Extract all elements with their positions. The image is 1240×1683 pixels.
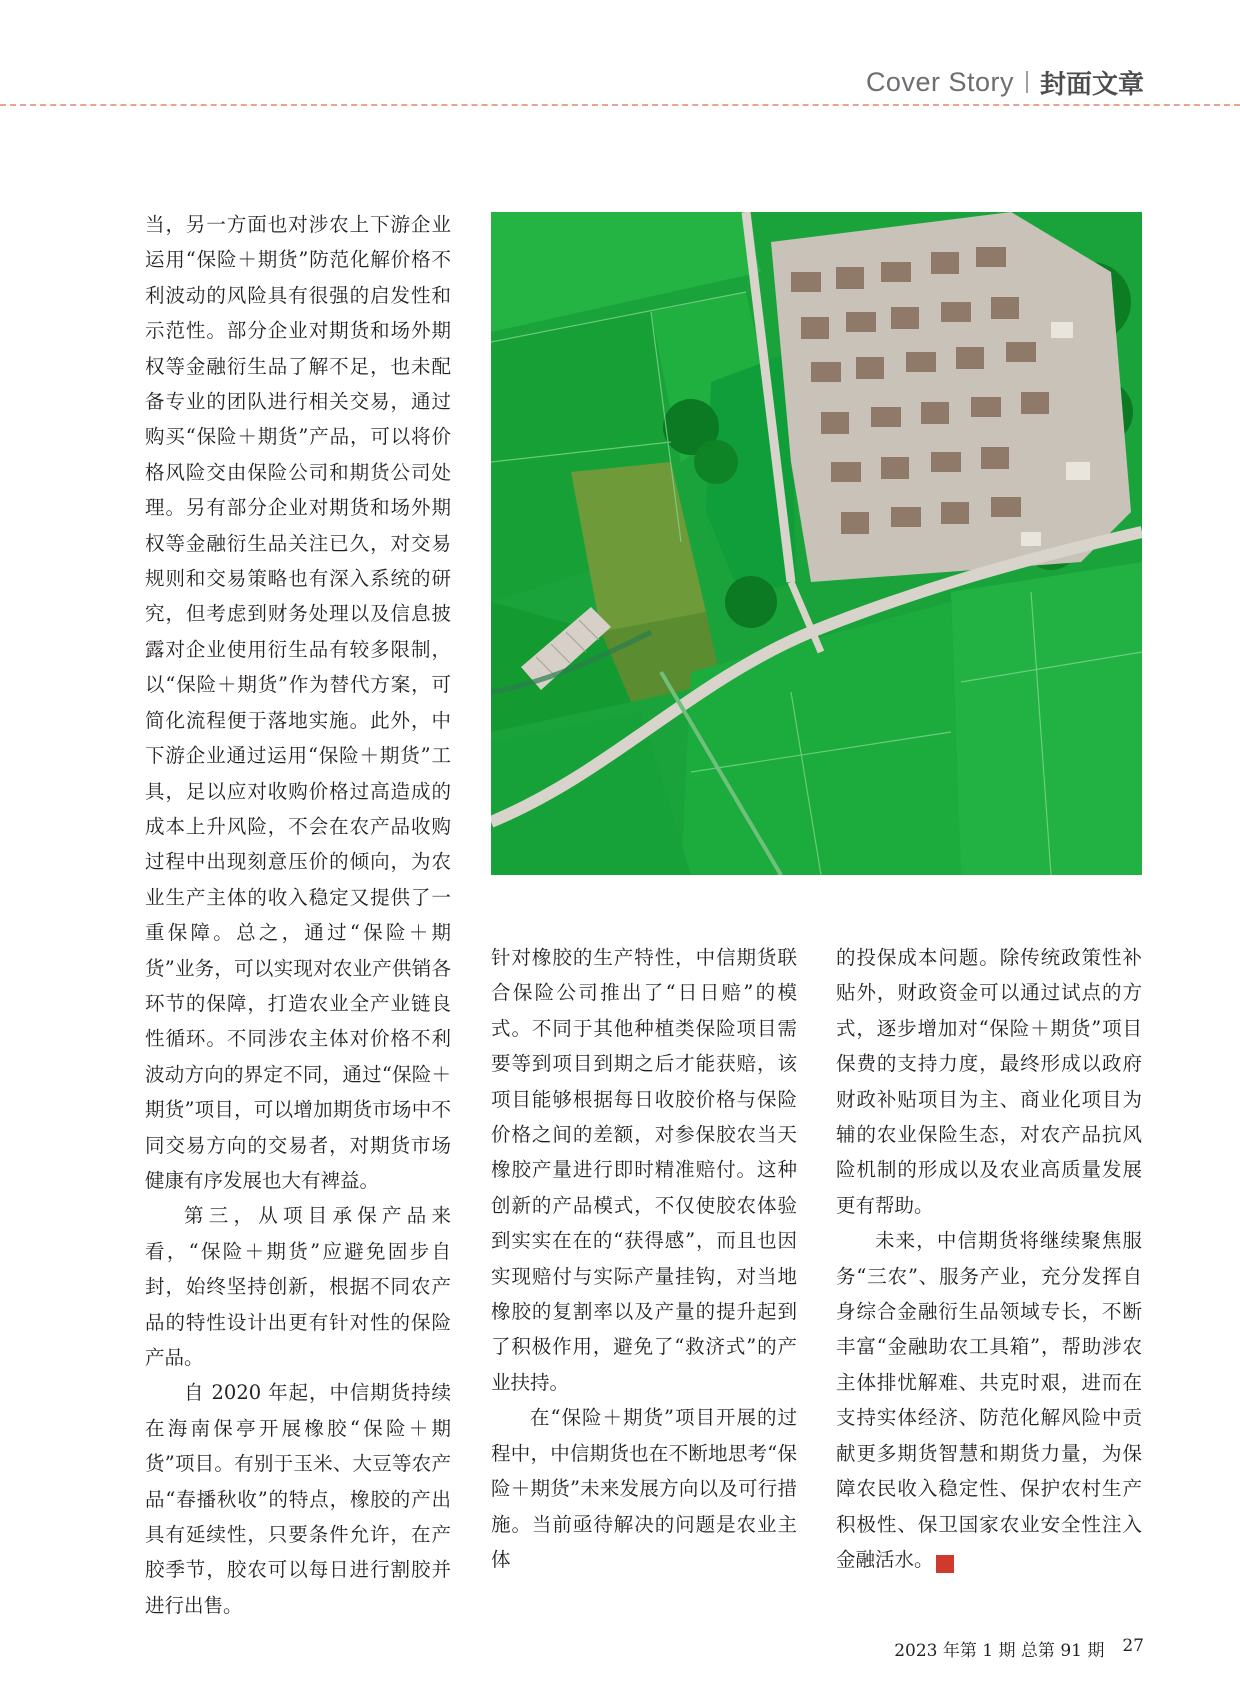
paragraph: 针对橡胶的生产特性，中信期货联合保险公司推出了“日日赔”的模式。不同于其他种植类保险项目需要等到项目到期之后才能获赔，该项目能够根据每日收胶价格与保险价格之间的差额，对参保胶农当天橡胶产量进行即时精准赔付。这种创新的产品模式，不仅使胶农体验到实实在在的“获得感”，而且也因实现赔付与实际产量挂钩，对当地橡胶的复割率以及产量的提升起到了积极作用，避免了“救济式”的产业扶持。 (491, 946, 797, 1394)
header-divider (1026, 71, 1028, 93)
article-column-middle (491, 940, 797, 1577)
paragraph: 的投保成本问题。除传统政策性补贴外，财政资金可以通过试点的方式，逐步增加对“保险＋期货”项目保费的支持力度，最终形成以政府财政补贴项目为主、商业化项目为辅的农业保险生态，对农产品抗风险机制的形成以及农业高质量发展更有帮助。 (836, 946, 1142, 1217)
article-column-right (836, 940, 1142, 1577)
issue-info: 2023 年第 1 期 总第 91 期 (894, 1641, 1105, 1661)
paragraph: 自 2020 年起，中信期货持续在海南保亭开展橡胶“保险＋期货”项目。有别于玉米、大豆等农产品“春播秋收”的特点，橡胶的产出具有延续性，只要条件允许，在产胶季节，胶农可以每日进行割胶并进行出售。 (145, 1381, 451, 1617)
header-dashed-rule (0, 104, 1240, 106)
article-column-left (145, 207, 451, 1623)
page-number: 27 (1122, 1636, 1144, 1656)
aerial-village-photo (491, 212, 1142, 875)
paragraph-text: 未来，中信期货将继续聚焦服务“三农”、服务产业，充分发挥自身综合金融衍生品领域专长，不断丰富“金融助农工具箱”，帮助涉农主体排忧解难、共克时艰，进而在支持实体经济、防范化解风险中贡献更多期货智慧和期货力量，为保障农民收入稳定性、保护农村生产积极性、保卫国家农业安全性注入金融活水。 (836, 1229, 1142, 1571)
paragraph: 在“保险＋期货”项目开展的过程中，中信期货也在不断地思考“保险＋期货”未来发展方向以及可行措施。当前亟待解决的问题是农业主体 (491, 1406, 797, 1571)
section-header (866, 62, 1144, 102)
end-of-article-icon: ▣ (936, 1555, 954, 1573)
section-title-cn: 封面文章 (1039, 69, 1144, 100)
paragraph (836, 1223, 1142, 1577)
section-title-en: Cover Story (865, 66, 1014, 97)
paragraph: 第三，从项目承保产品来看，“保险＋期货”应避免固步自封，始终坚持创新，根据不同农产品的特性设计出更有针对性的保险产品。 (145, 1204, 451, 1369)
paragraph: 当，另一方面也对涉农上下游企业运用“保险＋期货”防范化解价格不利波动的风险具有很强的启发性和示范性。部分企业对期货和场外期权等金融衍生品了解不足，也未配备专业的团队进行相关交易，通过购买“保险＋期货”产品，可以将价格风险交由保险公司和期货公司处理。另有部分企业对期货和场外期权等金融衍生品关注已久，对交易规则和交易策略也有深入系统的研究，但考虑到财务处理以及信息披露对企业使用衍生品有较多限制，以“保险＋期货”作为替代方案，可简化流程便于落地实施。此外，中下游企业通过运用“保险＋期货”工具，足以应对收购价格过高造成的成本上升风险，不会在农产品收购过程中出现刻意压价的倾向，为农业生产主体的收入稳定又提供了一重保障。总之，通过“保险＋期货”业务，可以实现对农业产供销各环节的保障，打造农业全产业链良性循环。不同涉农主体对价格不利波动方向的界定不同，通过“保险＋期货”项目，可以增加期货市场中不同交易方向的交易者，对期货市场健康有序发展也大有裨益。 (145, 213, 451, 1192)
page-footer (894, 1636, 1144, 1661)
